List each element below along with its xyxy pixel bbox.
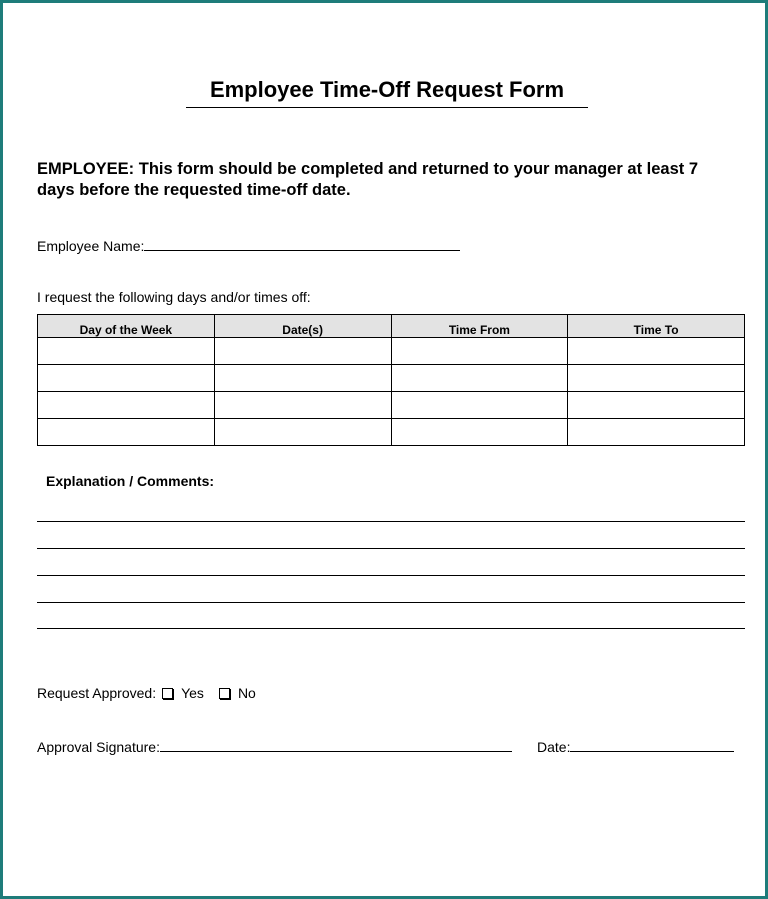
yes-label: Yes bbox=[181, 685, 204, 701]
explanation-label: Explanation / Comments: bbox=[46, 473, 215, 489]
table-cell[interactable] bbox=[568, 392, 745, 419]
header-dates: Date(s) bbox=[214, 315, 391, 338]
table-cell[interactable] bbox=[391, 338, 568, 365]
employee-name-field[interactable] bbox=[144, 236, 460, 251]
table-row bbox=[38, 365, 745, 392]
approval-label: Request Approved: bbox=[37, 685, 157, 701]
table-cell[interactable] bbox=[391, 365, 568, 392]
date-label: Date: bbox=[537, 739, 571, 755]
signature-label: Approval Signature: bbox=[37, 739, 160, 755]
employee-name-label: Employee Name: bbox=[37, 238, 145, 254]
instructions-text bbox=[37, 159, 727, 201]
table-cell[interactable] bbox=[214, 338, 391, 365]
table-cell[interactable] bbox=[214, 392, 391, 419]
request-label: I request the following days and/or times off: bbox=[37, 289, 311, 305]
form-title: Employee Time-Off Request Form bbox=[186, 77, 588, 108]
header-day-of-week: Day of the Week bbox=[38, 315, 215, 338]
table-row bbox=[38, 419, 745, 446]
time-off-table bbox=[37, 314, 745, 446]
table-cell[interactable] bbox=[38, 338, 215, 365]
date-field[interactable] bbox=[570, 737, 734, 752]
table-cell[interactable] bbox=[38, 365, 215, 392]
instructions-content: EMPLOYEE: This form should be completed and returned to your manager at least 7 days before the requested time-off date. bbox=[37, 160, 699, 199]
comment-line[interactable] bbox=[37, 521, 745, 522]
table-cell[interactable] bbox=[568, 419, 745, 446]
table-cell[interactable] bbox=[214, 419, 391, 446]
table-header-row bbox=[38, 315, 745, 338]
signature-field[interactable] bbox=[160, 737, 512, 752]
date-row bbox=[537, 737, 734, 755]
comment-line[interactable] bbox=[37, 548, 745, 549]
header-time-from: Time From bbox=[391, 315, 568, 338]
table-cell[interactable] bbox=[38, 392, 215, 419]
no-label: No bbox=[237, 685, 256, 701]
approval-row bbox=[37, 685, 256, 701]
table-cell[interactable] bbox=[214, 365, 391, 392]
table-cell[interactable] bbox=[391, 419, 568, 446]
table-cell[interactable] bbox=[568, 365, 745, 392]
comment-line[interactable] bbox=[37, 575, 745, 576]
table-cell[interactable] bbox=[391, 392, 568, 419]
signature-row bbox=[37, 737, 512, 755]
table-cell[interactable] bbox=[38, 419, 215, 446]
no-checkbox[interactable] bbox=[219, 688, 230, 699]
comment-line[interactable] bbox=[37, 628, 745, 629]
table-row bbox=[38, 392, 745, 419]
comment-line[interactable] bbox=[37, 602, 745, 603]
employee-name-row bbox=[37, 236, 460, 254]
header-time-to: Time To bbox=[568, 315, 745, 338]
table-row bbox=[38, 338, 745, 365]
yes-checkbox[interactable] bbox=[162, 688, 173, 699]
table-cell[interactable] bbox=[568, 338, 745, 365]
